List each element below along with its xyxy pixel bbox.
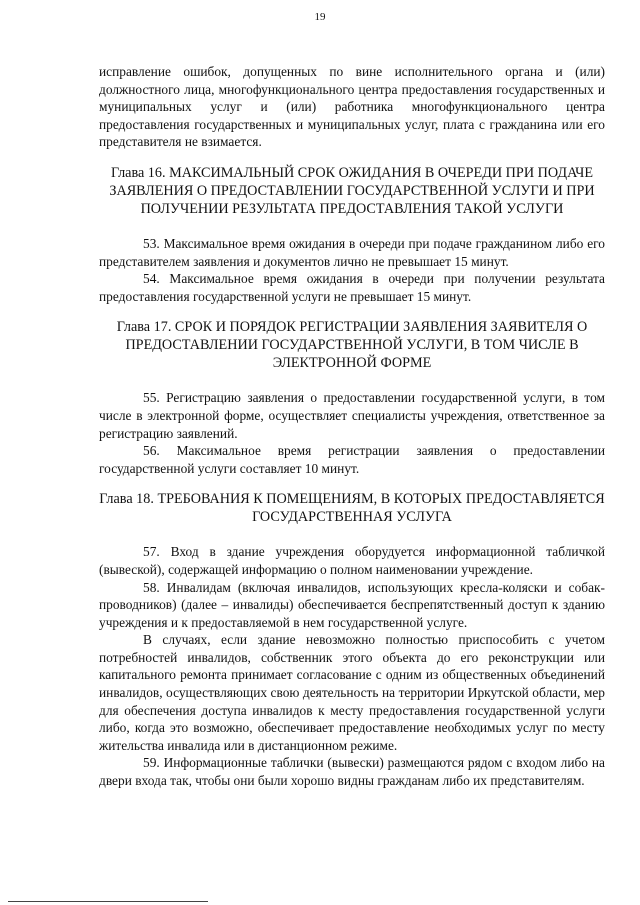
chapter-17-heading: Глава 17. СРОК И ПОРЯДОК РЕГИСТРАЦИИ ЗАЯВЛЕНИЯ ЗАЯВИТЕЛЯ О ПРЕДОСТАВЛЕНИИ ГОСУДАРСТВЕННОЙ УСЛУГИ, В ТОМ ЧИСЛЕ В ЭЛЕКТРОННОЙ ФОРМЕ <box>116 319 588 372</box>
paragraph-55: 55. Регистрацию заявления о предоставлении государственной услуги, в том числе в электронной форме, осуществляет специалисты учреждения, ответственное за регистрацию заявлений. <box>99 390 605 441</box>
page-number: 19 <box>314 11 326 23</box>
paragraph-58: 58. Инвалидам (включая инвалидов, использующих кресла-коляски и собак-проводников) (далее – инвалиды) обеспечивается беспрепятственный доступ к зданию учреждения и к предоставляемой в нем государственной услуге. <box>99 579 605 630</box>
page-content <box>99 63 605 790</box>
paragraph-54: 54. Максимальное время ожидания в очереди при получении результата предоставления государственной услуги не превышает 15 минут. <box>99 271 605 304</box>
chapter-16-heading: Глава 16. МАКСИМАЛЬНЫЙ СРОК ОЖИДАНИЯ В ОЧЕРЕДИ ПРИ ПОДАЧЕ ЗАЯВЛЕНИЯ О ПРЕДОСТАВЛЕНИИ ГОСУДАРСТВЕННОЙ УСЛУГИ И ПРИ ПОЛУЧЕНИИ РЕЗУЛЬТАТА ПРЕДОСТАВЛЕНИЯ ТАКОЙ УСЛУГИ <box>109 164 595 217</box>
paragraph-56: 56. Максимальное время регистрации заявления о предоставлении государственной услуги составляет 10 минут. <box>99 443 605 476</box>
paragraph-59: 59. Информационные таблички (вывески) размещаются рядом с входом либо на двери входа так, чтобы они были хорошо видны гражданам либо их представителям. <box>99 755 605 789</box>
chapter-18-heading: Глава 18. ТРЕБОВАНИЯ К ПОМЕЩЕНИЯМ, В КОТОРЫХ ПРЕДОСТАВЛЯЕТСЯ ГОСУДАРСТВЕННАЯ УСЛУГА <box>99 491 605 526</box>
paragraph-continuation: исправление ошибок, допущенных по вине исполнительного органа и (или) должностного лица, многофункционального центра предоставления государственных и муниципальных услуг и (или) работника многофункционального центра предоставления государственных и муниципальных услуг, плата с гражданина или его представителя не взимается. <box>99 64 605 150</box>
paragraph-57: 57. Вход в здание учреждения оборудуется информационной табличкой (вывеской), содержащей информацию о полном наименовании учреждение. <box>99 544 605 577</box>
footer-rule <box>8 901 208 902</box>
paragraph-53: 53. Максимальное время ожидания в очереди при подаче гражданином либо его представителем заявления и документов лично не превышает 15 минут. <box>99 235 605 269</box>
paragraph-58-continued: В случаях, если здание невозможно полностью приспособить с учетом потребностей инвалидов, собственник этого объекта до его реконструкции или капитального ремонта принимает согласование с одним из общественных объединений инвалидов, осуществляющих свою деятельность на территории Иркутской области, мер для обеспечения доступа инвалидов к месту предоставления государственной услуги либо, когда это возможно, обеспечивает предоставление необходимых услуг по месту жительства инвалида или в дистанционном режиме. <box>99 632 605 753</box>
